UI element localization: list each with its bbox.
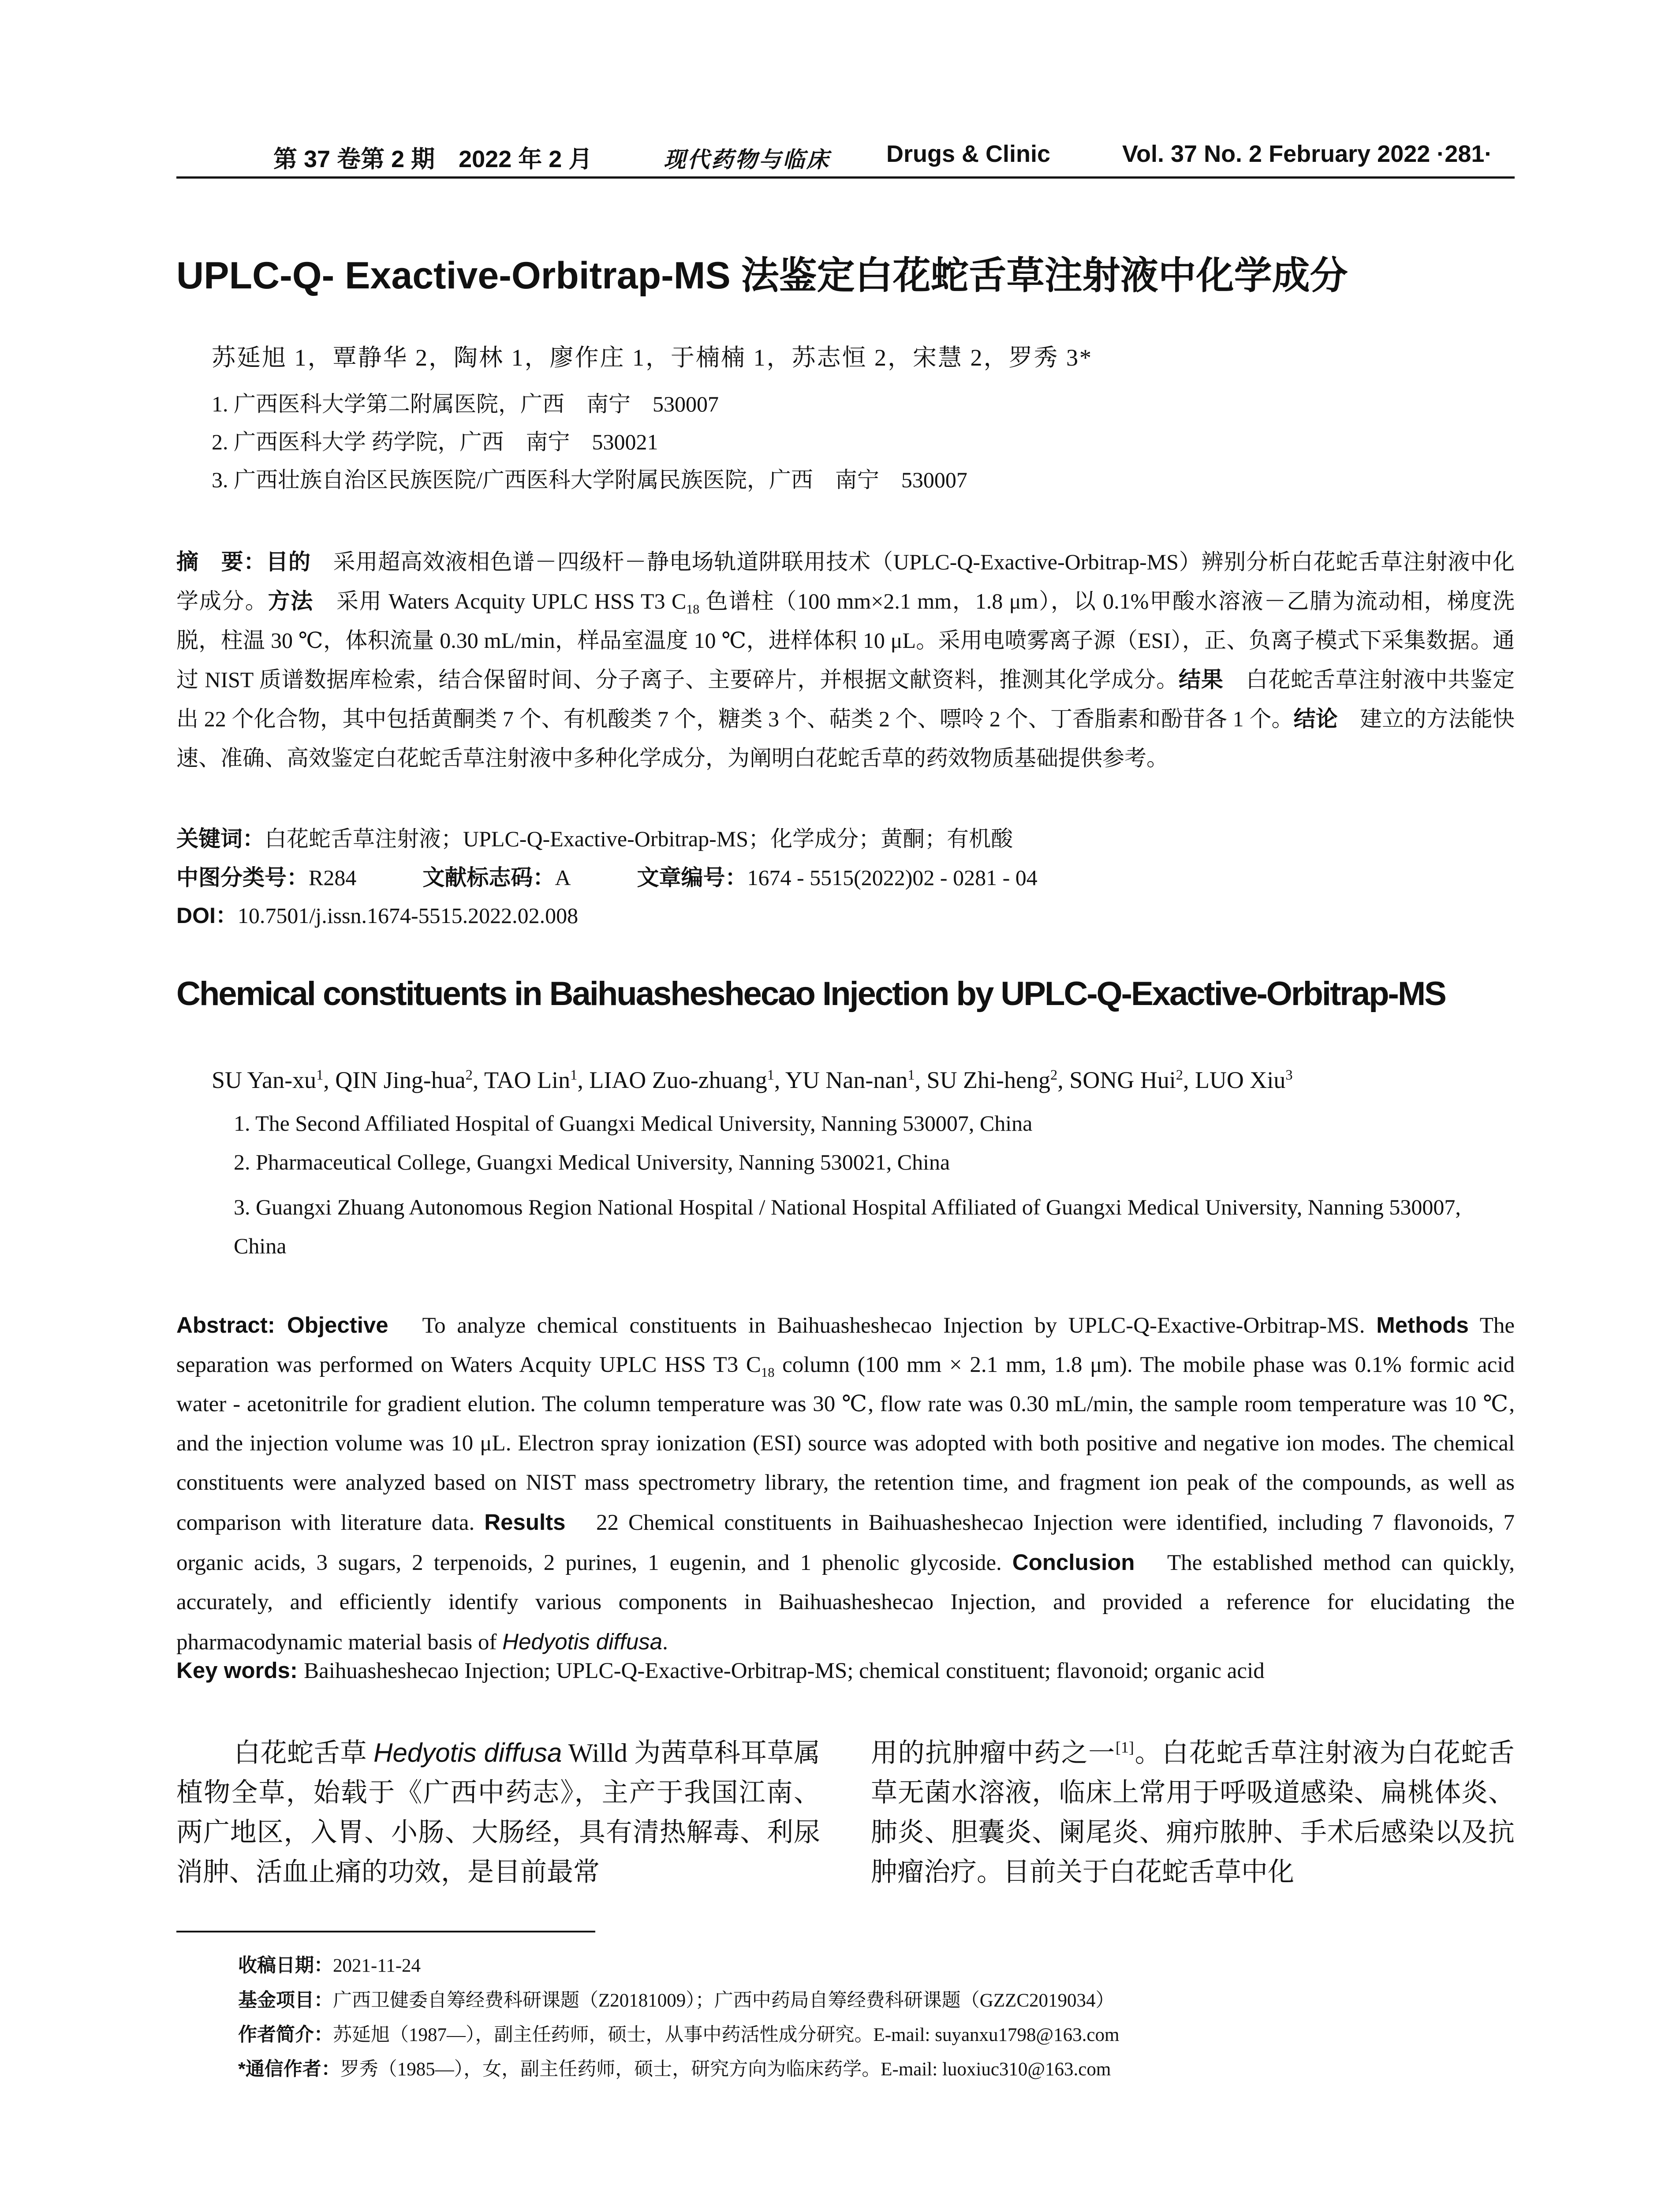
abstract-cn-objective-label: 目的	[266, 549, 311, 574]
author-en-sup: 1	[316, 1067, 324, 1083]
header-journal-cn: 现代药物与临床	[664, 147, 830, 172]
abstract-en-label: Abstract:	[176, 1312, 287, 1338]
abstract-en-conclusion: The established method can quickly, accurately, and efficiently identify various components in Baihuasheshecao Injection, and provided a reference for elucidating the pharmacodynamic material basis of	[176, 1551, 1515, 1655]
footnote-received	[238, 1951, 421, 1977]
author-en-sup: 1	[907, 1067, 915, 1083]
doi-line	[176, 898, 578, 930]
abstract-en-end: .	[662, 1630, 668, 1655]
title-cn: UPLC-Q- Exactive-Orbitrap-MS 法鉴定白花蛇舌草注射液中化学成分	[176, 254, 1348, 297]
abstract-cn-label: 摘 要：	[176, 549, 266, 574]
footnote-text: 苏延旭（1987—），副主任药师，硕士，从事中药活性成分研究。E-mail: suyanxu1798@163.com	[333, 2025, 1120, 2045]
authors-cn: 苏延旭 1，覃静华 2，陶林 1，廖作庄 1，于楠楠 1，苏志恒 2，宋慧 2，罗秀 3*	[212, 344, 1093, 371]
abstract-cn-conclusion: 建立的方法能快速、准确、高效鉴定白花蛇舌草注射液中多种化学成分，为阐明白花蛇舌草的药效物质基础提供参考。	[176, 706, 1515, 770]
author-en-name: SU Zhi-heng	[926, 1067, 1050, 1093]
affiliation-en-2: 2. Pharmaceutical College, Guangxi Medical University, Nanning 530021, China	[234, 1150, 950, 1174]
doi-value[interactable]: 10.7501/j.issn.1674-5515.2022.02.008	[237, 903, 579, 928]
abstract-cn-results-label: 结果	[1178, 667, 1224, 692]
body-left-a: 白花蛇舌草	[234, 1738, 374, 1768]
abstract-cn-methods-a: 采用 Waters Acquity UPLC HSS T3 C	[314, 589, 687, 613]
abstract-en-methods-b: column (100 mm × 2.1 mm, 1.8 μm). The mobile phase was 0.1% formic acid water - acetonitrile for gradient elution. The column temperature was 30 ℃, flow rate was 0.30 mL/min, the sample room temperature was 10 ℃, and the injection volume was 10 μL. Electron spray ionization (ESI) source was adopted with both positive and negative ion modes. The chemical constituents were analyzed based on NIST mass spectrometry library, the retention time, and fragment ion peak of the compounds, as well as comparison with literature data.	[176, 1353, 1515, 1535]
body-left-b: Willd 为茜草科耳草属植物全草，始载于《广西中药志》，主产于我国江南、两广地区，入胃、小肠、大肠经，具有清热解毒、利尿消肿、活血止痛的功效，是目前最常	[176, 1738, 821, 1887]
affiliation-cn-2: 2. 广西医科大学 药学院，广西 南宁 530021	[212, 430, 658, 454]
author-en-name: SU Yan-xu	[212, 1067, 317, 1093]
author-en-sup: 1	[767, 1067, 774, 1083]
class-label: 中图分类号：	[176, 865, 309, 890]
abstract-en-results-label: Results	[484, 1510, 566, 1535]
doi-label: DOI：	[176, 903, 238, 928]
abstract-cn-results: 白花蛇舌草注射液中共鉴定出 22 个化合物，其中包括黄酮类 7 个、有机酸类 7 个，糖类 3 个、萜类 2 个、嘌呤 2 个、丁香脂素和酚苷各 1 个。	[176, 667, 1515, 731]
doc-label: 文献标志码：	[422, 865, 555, 890]
author-en-sup: 1	[570, 1067, 578, 1083]
author-en-name: YU Nan-nan	[785, 1067, 908, 1093]
abstract-en-objective-label: Objective	[287, 1312, 388, 1338]
affiliation-en-1: 1. The Second Affiliated Hospital of Guangxi Medical University, Nanning 530007, China	[234, 1111, 1033, 1136]
author-en-name: LUO Xiu	[1195, 1067, 1286, 1093]
author-en-name: SONG Hui	[1069, 1067, 1176, 1093]
body-column-left	[176, 1733, 820, 1892]
abstract-en-conclusion-label: Conclusion	[1012, 1550, 1135, 1575]
article-label: 文章编号：	[637, 865, 747, 890]
abstract-cn-methods-label: 方法	[268, 589, 314, 613]
doc-value: A	[555, 865, 571, 890]
abstract-en-objective: To analyze chemical constituents in Baihuasheshecao Injection by UPLC-Q-Exactive-Orbitrap-MS.	[388, 1313, 1377, 1338]
author-en-name: TAO Lin	[484, 1067, 571, 1093]
abstract-cn-conclusion-label: 结论	[1293, 706, 1338, 731]
abstract-cn-methods-sub: 18	[686, 602, 700, 617]
body-column-right	[871, 1733, 1515, 1892]
footnote-label: 基金项目：	[238, 1990, 333, 2011]
abstract-cn-methods-b: 色谱柱（100 mm×2.1 mm，1.8 μm），以 0.1%甲酸水溶液－乙腈为流动相，梯度洗脱，柱温 30 ℃，体积流量 0.30 mL/min，样品室温度 10 ℃，进样体积 10 μL。采用电喷雾离子源（ESI），正、负离子模式下采集数据。通过 NIST 质谱数据库检索，结合保留时间、分子离子、主要碎片，并根据文献资料，推测其化学成分。	[176, 589, 1515, 692]
body-right-a: 用的抗肿瘤中药之一	[871, 1738, 1116, 1768]
affiliation-cn-3: 3. 广西壮族自治区民族医院/广西医科大学附属民族医院，广西 南宁 530007	[212, 467, 967, 492]
footnote-text: 罗秀（1985—），女，副主任药师，硕士，研究方向为临床药学。E-mail: luoxiuc310@163.com	[340, 2059, 1111, 2080]
author-en-name: QIN Jing-hua	[335, 1067, 466, 1093]
abstract-en-methods-a: The separation was performed on Waters Acquity UPLC HSS T3 C	[176, 1313, 1515, 1377]
abstract-en-species: Hedyotis diffusa	[502, 1629, 663, 1654]
footnote-corresponding	[238, 2054, 1111, 2081]
citation-ref[interactable]: [1]	[1115, 1738, 1134, 1756]
article-value: 1674 - 5515(2022)02 - 0281 - 04	[747, 865, 1038, 890]
header-rule	[176, 176, 1515, 179]
keywords-en-label: Key words:	[176, 1658, 304, 1683]
footnote-label: 收稿日期：	[238, 1955, 333, 1976]
header-volume-page: Vol. 37 No. 2 February 2022 ·281·	[1122, 141, 1493, 167]
title-en: Chemical constituents in Baihuasheshecao Injection by UPLC-Q-Exactive-Orbitrap-MS	[176, 975, 1445, 1013]
keywords-cn-text: 白花蛇舌草注射液；UPLC-Q-Exactive-Orbitrap-MS；化学成分；黄酮；有机酸	[265, 826, 1013, 851]
authors-en: SU Yan-$xu^1$, QIN Jing-hua$^2$, TAO Lin$^1$, LIAO Zuo-zhuang$^1$, YU Nan-nan$^1$, SU Zhi-heng$^2$, SONG Hui$^2$, LUO Xiu$^3$	[212, 1067, 1293, 1093]
keywords-en-text: Baihuasheshecao Injection; UPLC-Q-Exactive-Orbitrap-MS; chemical constituent; flavonoid; organic acid	[304, 1659, 1265, 1683]
body-left-species: Hedyotis diffusa	[373, 1738, 562, 1768]
footnote-text: 2021-11-24	[333, 1955, 421, 1976]
abstract-en	[176, 1305, 1515, 1655]
abstract-cn	[176, 542, 1515, 820]
abstract-en-results: 22 Chemical constituents in Baihuasheshecao Injection were identified, including 7 flavonoids, 7 organic acids, 3 sugars, 2 terpenoids, 2 purines, 1 eugenin, and 1 phenolic glycoside.	[176, 1510, 1515, 1575]
author-en-sup: 2	[465, 1067, 473, 1083]
affiliation-cn-1: 1. 广西医科大学第二附属医院，广西 南宁 530007	[212, 392, 719, 416]
body-right-b: 。白花蛇舌草注射液为白花蛇舌草无菌水溶液，临床上常用于呼吸道感染、扁桃体炎、肺炎、胆囊炎、阑尾炎、痈疖脓肿、手术后感染以及抗肿瘤治疗。目前关于白花蛇舌草中化	[871, 1738, 1515, 1887]
footnote-author-bio	[238, 2020, 1119, 2047]
author-en-sup: 2	[1050, 1067, 1058, 1083]
author-en-sup: 3	[1285, 1067, 1293, 1083]
affiliation-en-3: 3. Guangxi Zhuang Autonomous Region National Hospital / National Hospital Affiliated of Guangxi Medical University, Nanning 530007, China	[234, 1195, 1461, 1258]
keywords-cn-label: 关键词：	[176, 826, 265, 851]
author-en-sup: 2	[1176, 1067, 1183, 1083]
keywords-en	[176, 1657, 1265, 1684]
class-value: R284	[309, 865, 357, 890]
abstract-en-methods-sub: 18	[761, 1365, 775, 1380]
footnote-funding	[238, 1985, 1115, 2012]
classification-line	[176, 860, 1038, 892]
header-journal-en: Drugs & Clinic	[886, 141, 1051, 167]
abstract-cn-objective: 采用超高效液相色谱－四级杆－静电场轨道阱联用技术（UPLC-Q-Exactive-Orbitrap-MS）辨别分析白花蛇舌草注射液中化学成分。	[176, 549, 1515, 613]
header-issue: 第 37 卷第 2 期 2022 年 2 月	[273, 146, 593, 172]
footnote-label: 作者简介：	[238, 2024, 333, 2045]
footnote-rule	[176, 1931, 595, 1932]
footnote-label: *通信作者：	[238, 2059, 340, 2080]
author-en-name: LIAO Zuo-zhuang	[589, 1067, 767, 1093]
footnote-text: 广西卫健委自筹经费科研课题（Z20181009）；广西中药局自筹经费科研课题（GZZC2019034）	[333, 1990, 1115, 2011]
keywords-cn	[176, 821, 1013, 853]
abstract-en-methods-label: Methods	[1376, 1312, 1469, 1338]
